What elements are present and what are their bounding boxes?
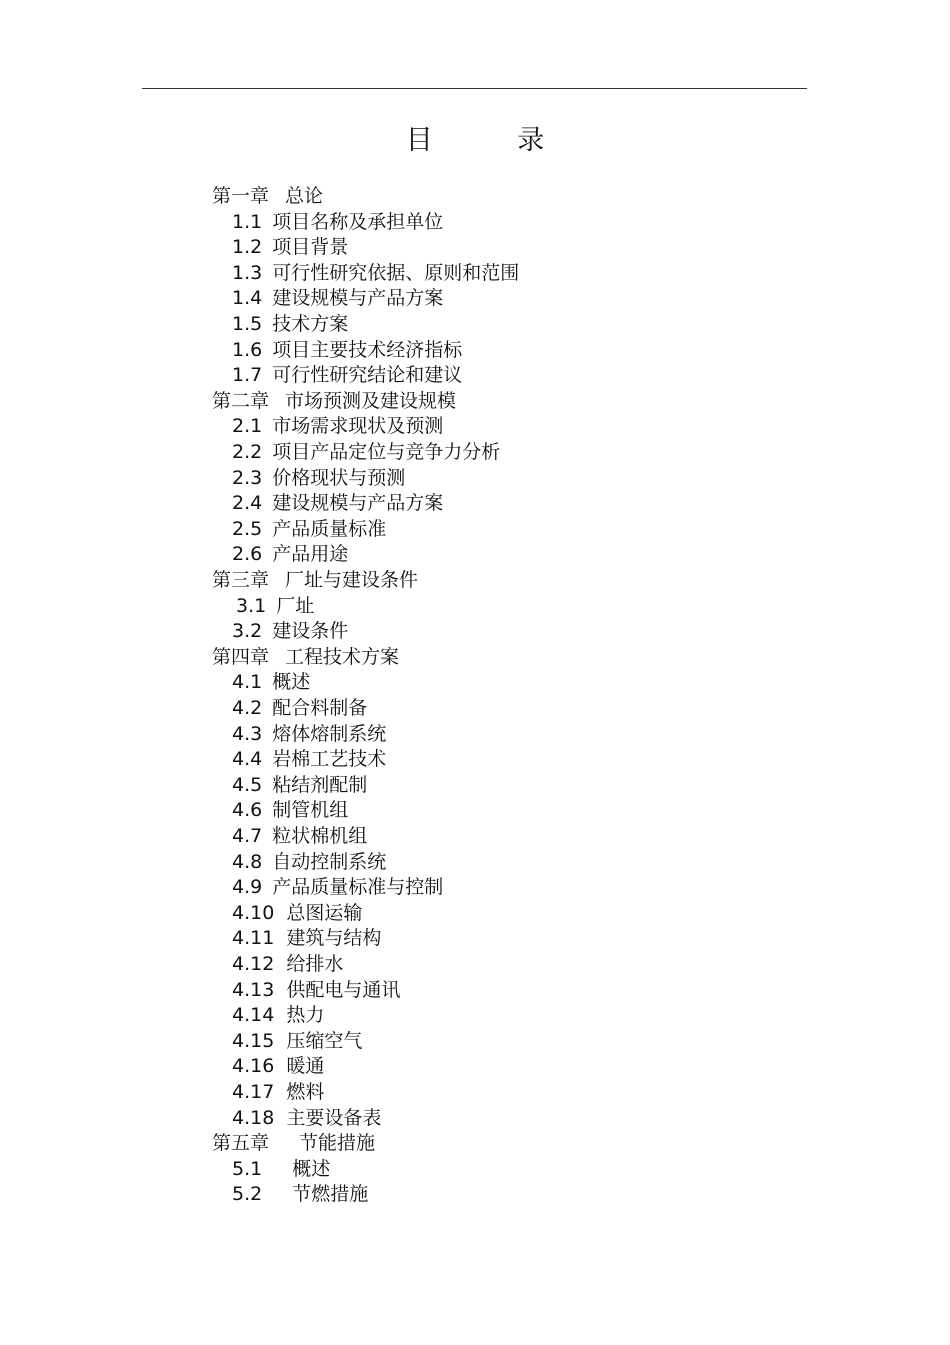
- toc-section[interactable]: [232, 1182, 368, 1206]
- toc-number: 1.5: [232, 313, 263, 335]
- toc-section[interactable]: [232, 670, 310, 694]
- toc-number: 4.13: [232, 978, 275, 1001]
- toc-chapter[interactable]: [212, 645, 399, 669]
- toc-title: 配合料制备: [272, 697, 368, 719]
- toc-number: 4.2: [232, 697, 263, 719]
- toc-section[interactable]: [232, 261, 519, 285]
- toc-number: 第二章: [212, 389, 270, 412]
- page-title: 目 录: [405, 125, 583, 156]
- toc-section[interactable]: [232, 619, 348, 643]
- toc-section[interactable]: [232, 798, 348, 822]
- toc-section[interactable]: [232, 1029, 362, 1053]
- toc-number: 4.4: [232, 748, 263, 771]
- toc-section[interactable]: [232, 1054, 324, 1078]
- toc-title: 建设条件: [272, 620, 349, 643]
- toc-section[interactable]: [232, 747, 386, 771]
- toc-number: 1.7: [232, 364, 263, 387]
- toc-title: 节能措施: [299, 1132, 376, 1155]
- toc-title: 项目名称及承担单位: [272, 210, 444, 233]
- toc-section[interactable]: [232, 363, 462, 387]
- toc-section[interactable]: [232, 952, 343, 976]
- toc-title: 主要设备表: [286, 1106, 382, 1129]
- toc-number: 4.9: [232, 876, 263, 899]
- toc-chapter[interactable]: [212, 1131, 375, 1155]
- toc-number: 2.4: [232, 492, 263, 515]
- toc-title: 可行性研究结论和建议: [272, 364, 463, 387]
- toc-section[interactable]: [232, 491, 443, 515]
- toc-title: 粘结剂配制: [272, 773, 368, 796]
- toc-title: 岩棉工艺技术: [272, 748, 387, 771]
- toc-section[interactable]: [232, 1157, 330, 1181]
- toc-number: 4.3: [232, 722, 263, 745]
- toc-title: 熔体熔制系统: [272, 722, 387, 745]
- toc-number: 1.1: [232, 210, 263, 233]
- toc-number: 第一章: [212, 185, 270, 207]
- toc-number: 4.14: [232, 1004, 275, 1027]
- toc-number: 4.8: [232, 850, 263, 873]
- toc-number: 4.10: [232, 901, 275, 924]
- toc-section[interactable]: [232, 1003, 324, 1027]
- toc-title: 工程技术方案: [285, 645, 400, 668]
- toc-section[interactable]: [232, 901, 362, 925]
- toc-chapter[interactable]: [212, 184, 323, 208]
- toc-number: 2.5: [232, 517, 263, 540]
- toc-title: 粒状棉机组: [272, 825, 368, 847]
- toc-title: 制管机组: [272, 799, 349, 822]
- toc-section[interactable]: [232, 414, 443, 438]
- toc-number: 2.1: [232, 415, 263, 438]
- toc-title: 压缩空气: [286, 1029, 363, 1052]
- toc-number: 4.12: [232, 953, 275, 975]
- toc-number: 1.4: [232, 287, 263, 310]
- toc-title: 厂址与建设条件: [285, 569, 419, 591]
- toc-title: 建设规模与产品方案: [272, 492, 444, 515]
- toc-section[interactable]: [232, 824, 367, 848]
- toc-title: 项目主要技术经济指标: [272, 338, 463, 361]
- toc-title: 厂址: [276, 594, 315, 617]
- toc-section[interactable]: [232, 235, 348, 259]
- toc-number: 3.1: [236, 594, 267, 617]
- toc-title: 自动控制系统: [272, 850, 387, 873]
- toc-section[interactable]: [232, 773, 367, 797]
- toc-number: 4.15: [232, 1029, 275, 1052]
- toc-number: 4.1: [232, 671, 263, 694]
- toc-number: 4.16: [232, 1055, 275, 1078]
- toc-section[interactable]: [232, 466, 405, 490]
- toc-title: 市场预测及建设规模: [285, 389, 457, 412]
- toc-section[interactable]: [232, 926, 381, 950]
- toc-title: 产品用途: [272, 543, 349, 566]
- toc-chapter[interactable]: [212, 389, 456, 413]
- toc-title: 热力: [286, 1004, 325, 1027]
- toc-title: 总论: [285, 185, 324, 207]
- header-rule: [142, 88, 807, 89]
- toc-title: 产品质量标准与控制: [272, 876, 444, 899]
- toc-number: 第四章: [212, 645, 270, 668]
- toc-number: 2.3: [232, 466, 263, 489]
- toc-title: 给排水: [286, 953, 344, 975]
- toc-number: 4.18: [232, 1106, 275, 1129]
- toc-title: 项目产品定位与竞争力分析: [272, 441, 501, 463]
- toc-number: 3.2: [232, 620, 263, 643]
- toc-title: 项目背景: [272, 236, 349, 259]
- toc-section[interactable]: [232, 210, 443, 234]
- toc-section[interactable]: [232, 338, 462, 362]
- toc-number: 2.6: [232, 543, 263, 566]
- toc-title: 市场需求现状及预测: [272, 415, 444, 438]
- toc-section[interactable]: [232, 286, 443, 310]
- toc-section[interactable]: [232, 312, 348, 336]
- toc-section[interactable]: [232, 875, 443, 899]
- toc-number: 1.3: [232, 261, 263, 284]
- toc-number: 5.2: [232, 1183, 263, 1206]
- toc-title: 供配电与通讯: [286, 978, 401, 1001]
- toc-section[interactable]: [232, 850, 386, 874]
- toc-title: 暖通: [286, 1055, 325, 1078]
- toc-section[interactable]: [232, 1080, 324, 1104]
- toc-number: 1.6: [232, 338, 263, 361]
- toc-title: 总图运输: [286, 901, 363, 924]
- toc-section[interactable]: [232, 517, 386, 541]
- toc-title: 概述: [292, 1157, 331, 1180]
- toc-number: 1.2: [232, 236, 263, 259]
- toc-title: 节燃措施: [292, 1183, 369, 1206]
- toc-number: 4.17: [232, 1081, 275, 1103]
- toc-title: 概述: [272, 671, 311, 694]
- toc-number: 4.6: [232, 799, 263, 822]
- toc-title: 建设规模与产品方案: [272, 287, 444, 310]
- toc-title: 可行性研究依据、原则和范围: [272, 261, 520, 284]
- toc-title: 价格现状与预测: [272, 466, 406, 489]
- toc-title: 建筑与结构: [286, 927, 382, 950]
- toc-section[interactable]: [232, 440, 500, 464]
- toc-number: 4.7: [232, 825, 263, 847]
- toc-number: 第五章: [212, 1132, 270, 1155]
- toc-number: 5.1: [232, 1157, 263, 1180]
- toc-chapter[interactable]: [212, 568, 418, 592]
- toc-title: 技术方案: [272, 313, 349, 335]
- toc-section[interactable]: [232, 722, 386, 746]
- toc-title: 燃料: [286, 1081, 325, 1103]
- toc-section[interactable]: [232, 696, 367, 720]
- toc-number: 4.11: [232, 927, 275, 950]
- toc-section[interactable]: [232, 1106, 381, 1130]
- toc-number: 4.5: [232, 773, 263, 796]
- toc-number: 2.2: [232, 441, 263, 463]
- toc-title: 产品质量标准: [272, 517, 387, 540]
- toc-section[interactable]: [236, 594, 314, 618]
- toc-section[interactable]: [232, 542, 348, 566]
- toc-number: 第三章: [212, 569, 270, 591]
- toc-section[interactable]: [232, 978, 400, 1002]
